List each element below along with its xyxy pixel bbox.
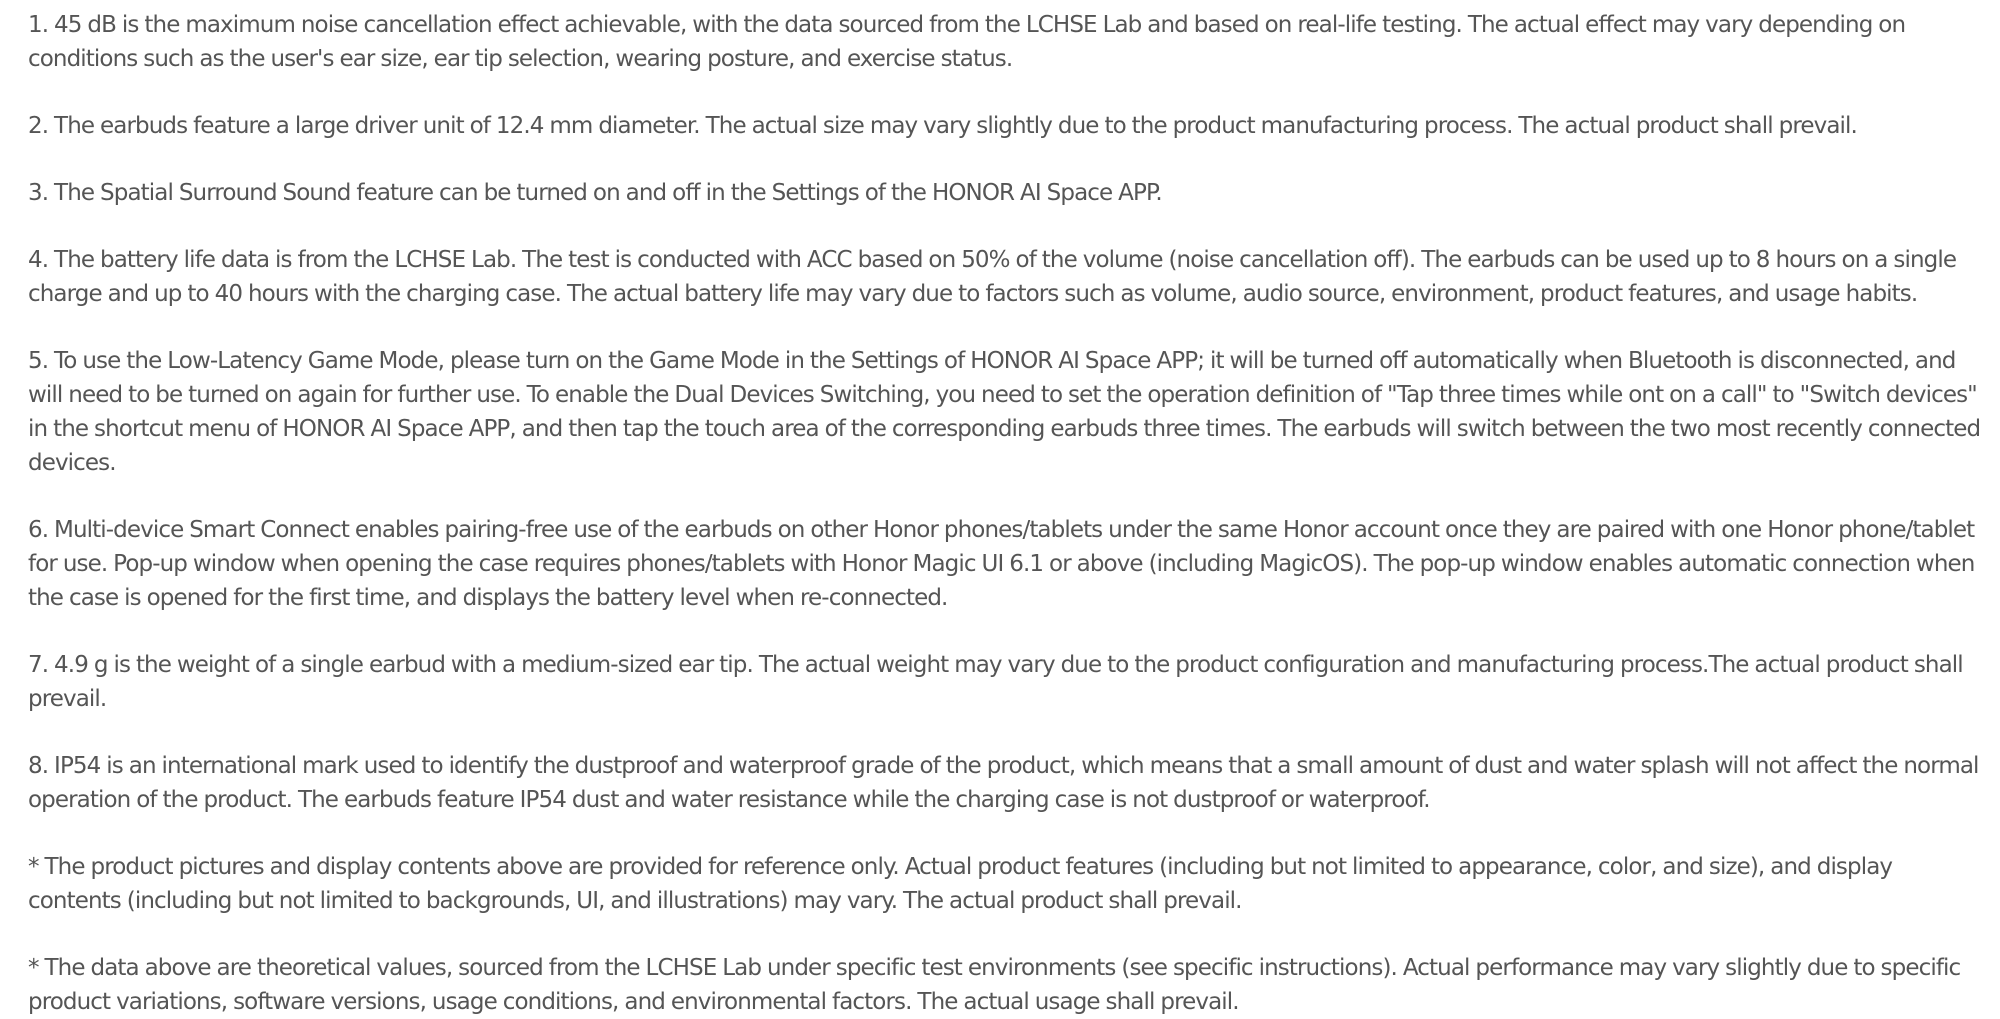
note-earbud-weight: 7. 4.9 g is the weight of a single earbud with a medium-sized ear tip. The actual weight may vary due to the product configuration and manufacturing process.The actual product shall prevail.	[28, 652, 1963, 712]
note-game-mode-dual-devices: 5. To use the Low-Latency Game Mode, please turn on the Game Mode in the Settings of HONOR AI Space APP; it will be turned off automatically when Bluetooth is disconnected, and will need to be turned on again for further use. To enable the Dual Devices Switching, you need to set the operation definition of "Tap three times while ont on a call" to "Switch devices" in the shortcut menu of HONOR AI Space APP, and then tap the touch area of the corresponding earbuds three times. The earbuds will switch between the two most recently connected devices.	[28, 348, 1981, 476]
note-noise-cancellation: 1. 45 dB is the maximum noise cancellation effect achievable, with the data sourced from the LCHSE Lab and based on real-life testing. The actual effect may vary depending on conditions such as the user's ear size, ear tip selection, wearing posture, and exercise status.	[28, 12, 1906, 72]
note-driver-unit: 2. The earbuds feature a large driver unit of 12.4 mm diameter. The actual size may vary slightly due to the product manufacturing process. The actual product shall prevail.	[28, 113, 1857, 139]
note-theoretical-values: * The data above are theoretical values, sourced from the LCHSE Lab under specific test environments (see specific instructions). Actual performance may vary slightly due to specific product variations, software versions, usage conditions, and environmental factors. The actual usage shall prevail.	[28, 955, 1961, 1015]
note-smart-connect: 6. Multi-device Smart Connect enables pairing-free use of the earbuds on other Honor phones/tablets under the same Honor account once they are paired with one Honor phone/tablet for use. Pop-up window when opening the case requires phones/tablets with Honor Magic UI 6.1 or above (including MagicOS). The pop-up window enables automatic connection when the case is opened for the first time, and displays the battery level when re-connected.	[28, 517, 1975, 611]
note-spatial-surround-sound: 3. The Spatial Surround Sound feature can be turned on and off in the Settings of the HONOR AI Space APP.	[28, 180, 1162, 206]
note-product-pictures: * The product pictures and display contents above are provided for reference only. Actual product features (including but not limited to appearance, color, and size), and display contents (including but not limited to backgrounds, UI, and illustrations) may vary. The actual product shall prevail.	[28, 854, 1893, 914]
note-battery-life: 4. The battery life data is from the LCHSE Lab. The test is conducted with ACC based on 50% of the volume (noise cancellation off). The earbuds can be used up to 8 hours on a single charge and up to 40 hours with the charging case. The actual battery life may vary due to factors such as volume, audio source, environment, product features, and usage habits.	[28, 247, 1957, 307]
note-ip54-rating: 8. IP54 is an international mark used to identify the dustproof and waterproof grade of the product, which means that a small amount of dust and water splash will not affect the normal operation of the product. The earbuds feature IP54 dust and water resistance while the charging case is not dustproof or waterproof.	[28, 753, 1979, 813]
